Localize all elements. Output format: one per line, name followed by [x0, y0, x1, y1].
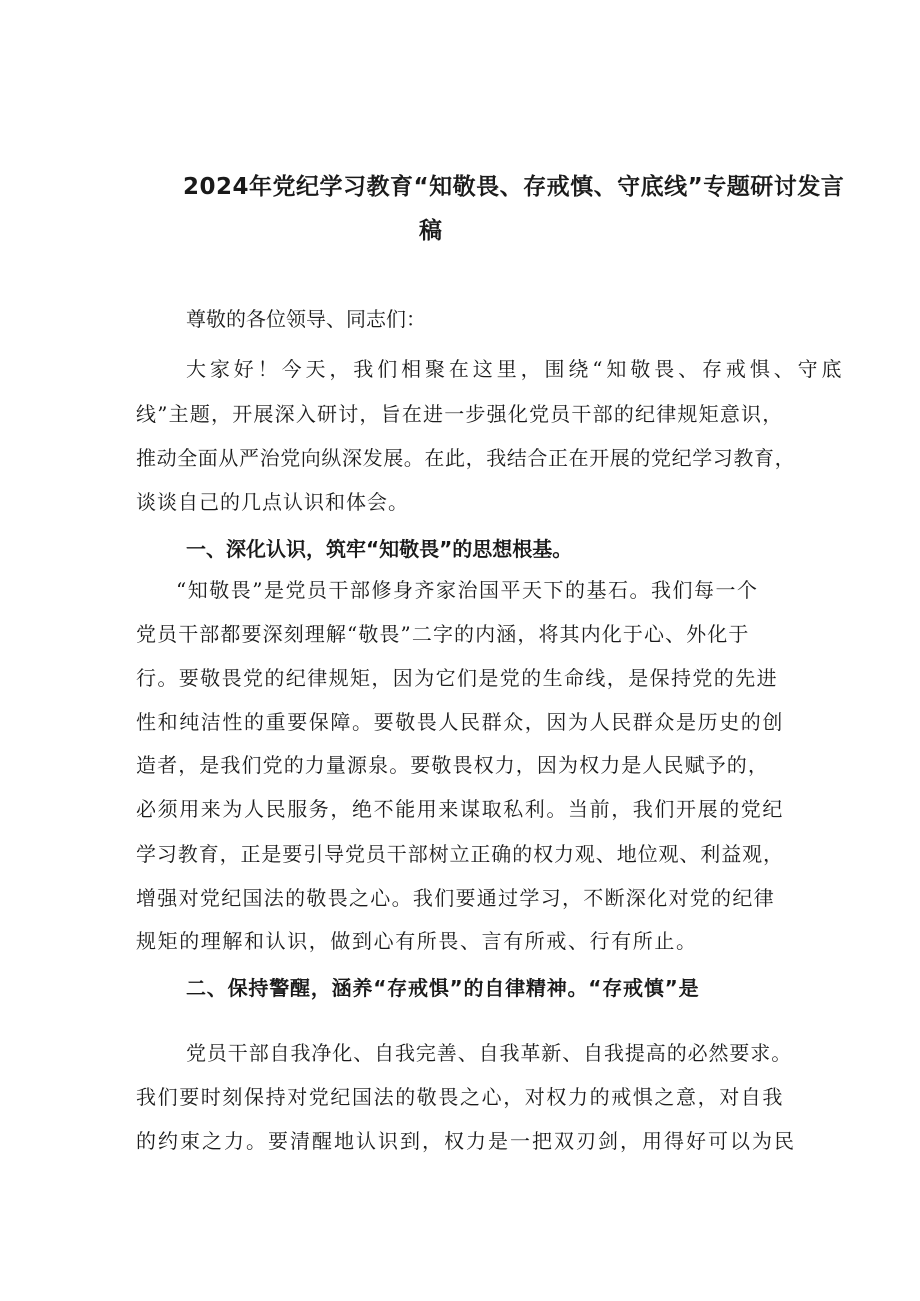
intro-line-4: 谈谈自己的几点认识和体会。 [136, 490, 409, 514]
section-1-line-4: 性和纯洁性的重要保障。要敬畏人民群众，因为人民群众是历史的创 [136, 710, 784, 734]
intro-line-2: 线”主题，开展深入研讨，旨在进一步强化党员干部的纪律规矩意识， [136, 402, 784, 426]
section-1-line-9: 规矩的理解和认识，做到心有所畏、言有所戒、行有所止。 [136, 929, 698, 953]
section-1-line-6: 必须用来为人民服务，绝不能用来谋取私利。当前，我们开展的党纪 [136, 797, 784, 821]
section-2-line-1: 党员干部自我净化、自我完善、自我革新、自我提高的必然要求。 [186, 1041, 793, 1065]
intro-line-3: 推动全面从严治党向纵深发展。在此，我结合正在开展的党纪学习教育， [136, 446, 796, 470]
section-1-line-2: 党员干部都要深刻理解“敬畏”二字的内涵，将其内化于心、外化于 [136, 622, 750, 646]
section-1-line-3: 行。要敬畏党的纪律规矩，因为它们是党的生命线，是保持党的先进 [136, 666, 778, 690]
section-2-heading: 二、保持警醒，涵养“存戒惧”的自律精神。“存戒慎”是 [186, 976, 700, 1000]
section-1-heading: 一、深化认识，筑牢“知敬畏”的思想根基。 [186, 537, 573, 561]
section-1-line-8: 增强对党纪国法的敬畏之心。我们要通过学习，不断深化对党的纪律 [136, 886, 775, 910]
section-1-line-7: 学习教育，正是要引导党员干部树立正确的权力观、地位观、利益观， [136, 842, 784, 866]
intro-line-1: 大家好！今天，我们相聚在这里，围绕“知敬畏、存戒惧、守底 [186, 357, 846, 381]
section-2-line-3: 的约束之力。要清醒地认识到，权力是一把双刃剑，用得好可以为民 [136, 1129, 796, 1153]
document-title-line-1: 2024年党纪学习教育“知敬畏、存戒慎、守底线”专题研讨发言 [183, 174, 845, 200]
salutation: 尊敬的各位领导、同志们： [186, 307, 426, 331]
document-title-line-2: 稿 [419, 218, 443, 244]
section-2-line-2: 我们要时刻保持对党纪国法的敬畏之心，对权力的戒惧之意，对自我 [136, 1085, 784, 1109]
section-1-line-1: “知敬畏”是党员干部修身齐家治国平天下的基石。我们每一个 [176, 578, 759, 602]
section-1-line-5: 造者，是我们党的力量源泉。要敬畏权力，因为权力是人民赋予的， [136, 753, 769, 777]
